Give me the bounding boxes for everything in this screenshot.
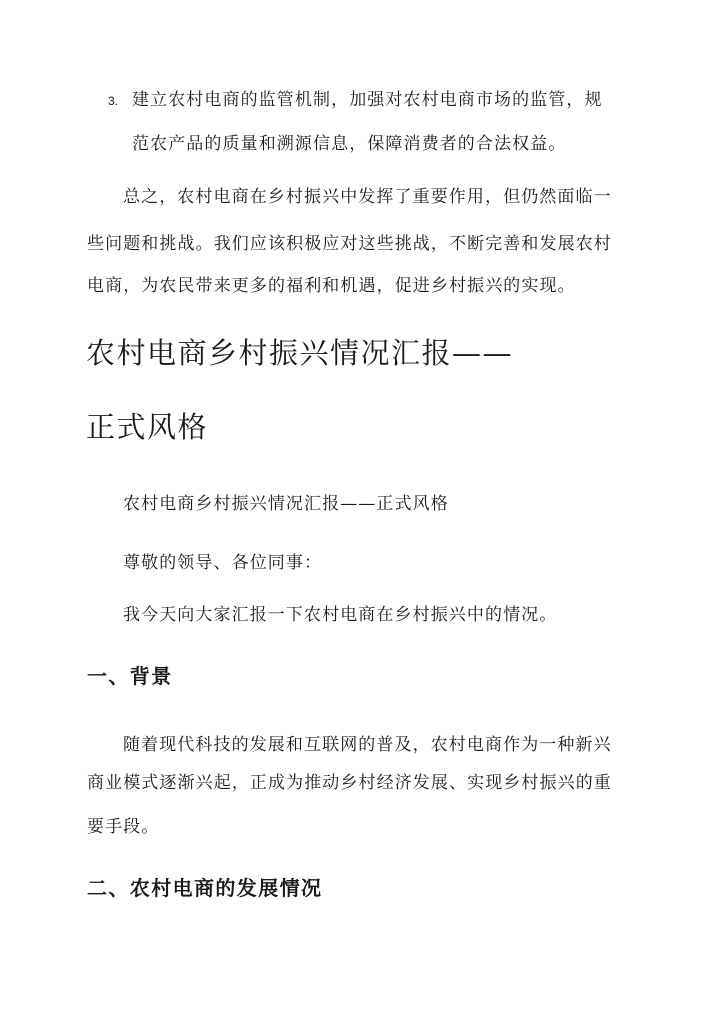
list-item-3-line-2: 范农产品的质量和溯源信息，保障消费者的合法权益。 xyxy=(132,134,567,154)
opening-sentence: 我今天向大家汇报一下农村电商在乡村振兴中的情况。 xyxy=(123,605,558,625)
heading-development: 二、农村电商的发展情况 xyxy=(87,876,323,900)
section-title-line-1: 农村电商乡村振兴情况汇报—— xyxy=(86,336,514,370)
section-title-line-2: 正式风格 xyxy=(86,410,209,444)
background-line-2: 商业模式逐渐兴起，正成为推动乡村经济发展、实现乡村振兴的重 xyxy=(87,773,612,793)
salutation: 尊敬的领导、各位同事： xyxy=(123,553,323,573)
conclusion-line-3: 电商，为农民带来更多的福利和机遇，促进乡村振兴的实现。 xyxy=(87,276,576,296)
conclusion-line-1: 总之，农村电商在乡村振兴中发挥了重要作用，但仍然面临一 xyxy=(123,187,612,207)
background-line-3: 要手段。 xyxy=(87,817,160,837)
report-subtitle: 农村电商乡村振兴情况汇报——正式风格 xyxy=(123,494,449,514)
list-item-3-line-1: 建立农村电商的监管机制，加强对农村电商市场的监管，规 xyxy=(132,90,603,110)
background-line-1: 随着现代科技的发展和互联网的普及，农村电商作为一种新兴 xyxy=(123,735,612,755)
conclusion-line-2: 些问题和挑战。我们应该积极应对这些挑战，不断完善和发展农村 xyxy=(87,234,612,254)
heading-background: 一、背景 xyxy=(87,664,173,688)
list-number: 3. xyxy=(108,94,119,108)
